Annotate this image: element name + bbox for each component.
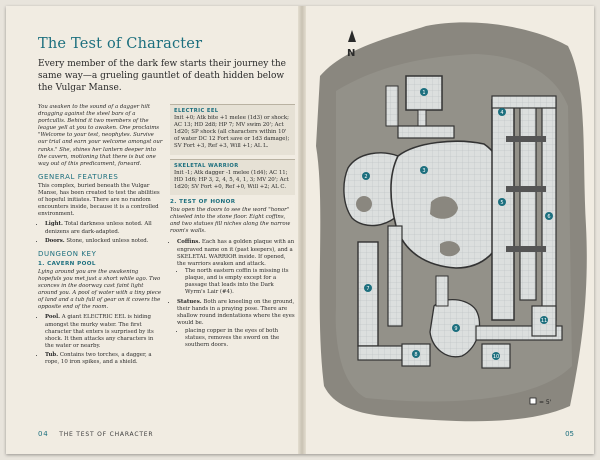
sub-list-item: • placing copper in the eyes of both statues, removes the sword on the southern doors. (185, 328, 295, 349)
map-corridor-right (492, 100, 514, 320)
map-marker (540, 316, 548, 324)
dungeon-map (306, 6, 594, 454)
svg-text:10: 10 (492, 354, 500, 360)
map-marker (498, 108, 506, 116)
right-page-map (306, 6, 594, 454)
map-marker (420, 166, 428, 174)
room-2-boxed-text: You open the doors to see the word "honor" chiseled into the stone floor. Eight coffins, and two statues fill niches along the narrow room's walls. (170, 207, 291, 235)
page-title: The Test of Character (38, 36, 203, 52)
list-item: • Light. Total darkness unless noted. All denizens are dark-adapted. (45, 221, 163, 235)
general-features-text: This complex, buried beneath the Vulgar Manse, has been created to test the abilities of hopeful initiates. There are no random encounters inside, because it is a controlled environment. (38, 182, 160, 218)
general-features-heading: GENERAL FEATURES (38, 172, 119, 181)
svg-text:N: N (347, 48, 356, 59)
room-1-heading: 1. CAVERN POOL (38, 260, 96, 267)
stat-block-text: Init -1; Atk dagger -1 melee (1d4); AC 11; HD 1d6; HP 3, 2, 4, 5, 4, 1, 3; MV 20'; Act 1d20; SV Fort +0, Ref +0, Will +2; AL C. (174, 169, 289, 190)
svg-text:7: 7 (366, 286, 370, 292)
map-marker (498, 198, 506, 206)
left-footer (38, 430, 153, 438)
room-2-list (170, 239, 295, 348)
map-marker (492, 352, 500, 360)
list-item: • Doors. Stone, unlocked unless noted. (45, 238, 163, 245)
svg-text:3: 3 (422, 168, 426, 174)
left-column (38, 104, 163, 369)
page-number: 05 (565, 430, 574, 438)
svg-text:6: 6 (547, 214, 551, 220)
list-item: • Pool. A giant ELECTRIC EEL is hiding amongst the murky water. The first character that enters is surprised by its shock. It then attacks any characters in the water or nearby. (45, 314, 163, 349)
svg-text:11: 11 (540, 318, 548, 324)
running-head: THE TEST OF CHARACTER (59, 431, 154, 438)
room-1-boxed-text: Lying around you are the awakening hopefuls you met just a short while ago. Two sconces in the doorway cast faint light around you. A pool of water with a tiny piece of land and a tub full of gear on it covers the opposite end of the room. (38, 268, 162, 311)
list-item: • Statues. Both are kneeling on the ground, their hands in a praying pose. There are shallow round indentations where the eyes would be. • placing copper in the eyes of both statues, removes the sword on the southern doors. (177, 299, 295, 349)
map-marker (452, 324, 460, 332)
svg-text:9: 9 (454, 326, 458, 332)
left-page (6, 6, 298, 454)
dungeon-key-heading: DUNGEON KEY (38, 249, 97, 258)
svg-text:8: 8 (414, 352, 418, 358)
svg-text:4: 4 (500, 110, 504, 116)
stat-block-title: SKELETAL WARRIOR (174, 162, 239, 169)
list-item: • Coffins. Each has a golden plaque with an engraved name on it (past keepers), and a SKELETAL WARRIOR inside. If opened, the warriors awaken and attack. • The north eastern coffin is missing its plaque, and is empty except for a passage that leads into the Dark Wyrm's Lair (#4). (177, 239, 295, 296)
page-number: 04 (38, 430, 49, 438)
svg-text:5: 5 (500, 200, 504, 206)
svg-text:2: 2 (364, 174, 368, 180)
general-features-list (38, 221, 163, 244)
intro-boxed-text: You awaken to the sound of a dagger hilt dragging against the steel bars of a portcullis. Behind it two members of the league yell at you to awaken. One proclaims "Welcome to your test, neophytes. Survive our trial and earn your welcome amongst our ranks." She, shines her lantern deeper into the cavern, motioning that there is but one way out of this predicament, forward. (38, 104, 163, 167)
map-marker (412, 350, 420, 358)
right-column (170, 104, 295, 352)
book-spread (6, 6, 594, 454)
stat-block-title: ELECTRIC EEL (174, 108, 219, 114)
stat-block-warrior (170, 159, 295, 195)
list-item: • Tub. Contains two torches, a dagger, a rope, 10 iron spikes, and a shield. (45, 352, 163, 366)
map-marker (364, 284, 372, 292)
map-marker (545, 212, 553, 220)
lede-text: Every member of the dark few starts their journey the same way—a grueling gauntlet of death hidden below the Vulgar Manse. (38, 59, 286, 93)
svg-text:= 5': = 5' (539, 399, 552, 406)
room-2-heading: 2. TEST OF HONOR (170, 198, 236, 205)
map-marker (362, 172, 370, 180)
sub-list-item: • The north eastern coffin is missing its plaque, and is empty except for a passage that leads into the Dark Wyrm's Lair (#4). (185, 268, 295, 296)
map-marker (420, 88, 428, 96)
stat-block-text: Init +0; Atk bite +1 melee (1d3) or shock; AC 13; HD 2d8; HP 7; MV swim 20'; Act 1d20; SP shock (all characters within 10' of water DC 12 Fort save or 1d3 damage); SV Fort +3, Ref +3, Will +1; AL L. (174, 115, 290, 150)
room-1-list (38, 314, 163, 366)
map-hall-left (358, 242, 378, 346)
stat-block-eel (170, 104, 295, 155)
svg-text:1: 1 (422, 90, 426, 96)
gutter (298, 6, 306, 454)
